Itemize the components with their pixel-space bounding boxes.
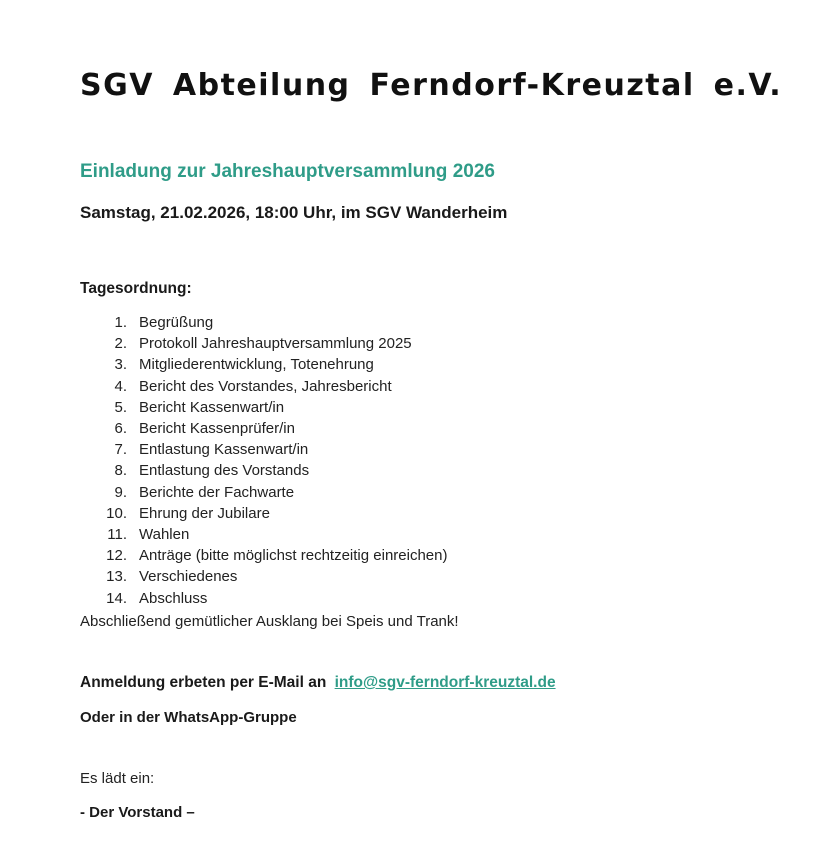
agenda-item-label: Verschiedenes [139, 568, 238, 586]
agenda-heading: Tagesordnung: [80, 280, 192, 297]
agenda-item-number: 6. [114, 420, 127, 438]
agenda-item [80, 503, 447, 524]
agenda-item-number: 3. [114, 356, 127, 374]
agenda-item-label: Bericht Kassenprüfer/in [139, 420, 295, 438]
agenda-item [80, 418, 447, 439]
agenda-item [80, 587, 447, 608]
agenda-item-label: Bericht Kassenwart/in [139, 398, 285, 416]
agenda-item [80, 460, 447, 481]
agenda-item [80, 397, 447, 418]
agenda-item-label: Anträge (bitte möglichst rechtzeitig einreichen) [139, 547, 448, 565]
agenda-item-label: Bericht des Vorstandes, Jahresbericht [139, 377, 392, 395]
invite-line: Es lädt ein: [80, 770, 155, 787]
registration-line [80, 674, 556, 692]
agenda-item-label: Abschluss [139, 589, 208, 607]
event-datetime: Samstag, 21.02.2026, 18:00 Uhr, im SGV Wanderheim [80, 203, 508, 222]
agenda-item-label: Entlastung des Vorstands [139, 462, 310, 480]
agenda-list [80, 312, 447, 609]
agenda-item-number: 7. [114, 441, 127, 459]
agenda-item [80, 333, 447, 354]
agenda-item-number: 13. [106, 568, 127, 586]
org-title: SGV Abteilung Ferndorf-Kreuztal e.V. [80, 68, 783, 103]
agenda-item-number: 2. [114, 335, 127, 353]
agenda-item-label: Protokoll Jahreshauptversammlung 2025 [139, 335, 412, 353]
agenda-item-label: Entlastung Kassenwart/in [139, 441, 309, 459]
agenda-item-number: 11. [107, 525, 127, 543]
agenda-item-number: 9. [114, 483, 127, 501]
agenda-item [80, 545, 447, 566]
agenda-item-number: 4. [114, 377, 127, 395]
agenda-item-label: Ehrung der Jubilare [139, 504, 270, 522]
agenda-item [80, 439, 447, 460]
signature-line: - Der Vorstand – [80, 804, 195, 821]
agenda-item-label: Wahlen [139, 525, 190, 543]
whatsapp-note: Oder in der WhatsApp-Gruppe [80, 709, 297, 726]
agenda-item-label: Berichte der Fachwarte [139, 483, 295, 501]
agenda-item-number: 8. [114, 462, 127, 480]
agenda-item [80, 524, 447, 545]
agenda-item [80, 376, 447, 397]
agenda-item-label: Mitgliederentwicklung, Totenehrung [139, 356, 374, 374]
agenda-item-number: 1. [114, 314, 127, 332]
agenda-item-number: 12. [106, 547, 127, 565]
agenda-item-number: 14. [106, 589, 127, 607]
agenda-item-number: 5. [114, 398, 127, 416]
agenda-item-label: Begrüßung [139, 314, 214, 332]
email-link[interactable]: info@sgv-ferndorf-kreuztal.de [334, 674, 556, 691]
agenda-item [80, 482, 447, 503]
agenda-item [80, 566, 447, 587]
agenda-item [80, 354, 447, 375]
closing-note: Abschließend gemütlicher Ausklang bei Speis und Trank! [80, 613, 459, 630]
agenda-item-number: 10. [106, 504, 127, 522]
registration-lead: Anmeldung erbeten per E-Mail an [80, 674, 327, 691]
agenda-item [80, 312, 447, 333]
invitation-heading: Einladung zur Jahreshauptversammlung 2026 [80, 161, 495, 182]
